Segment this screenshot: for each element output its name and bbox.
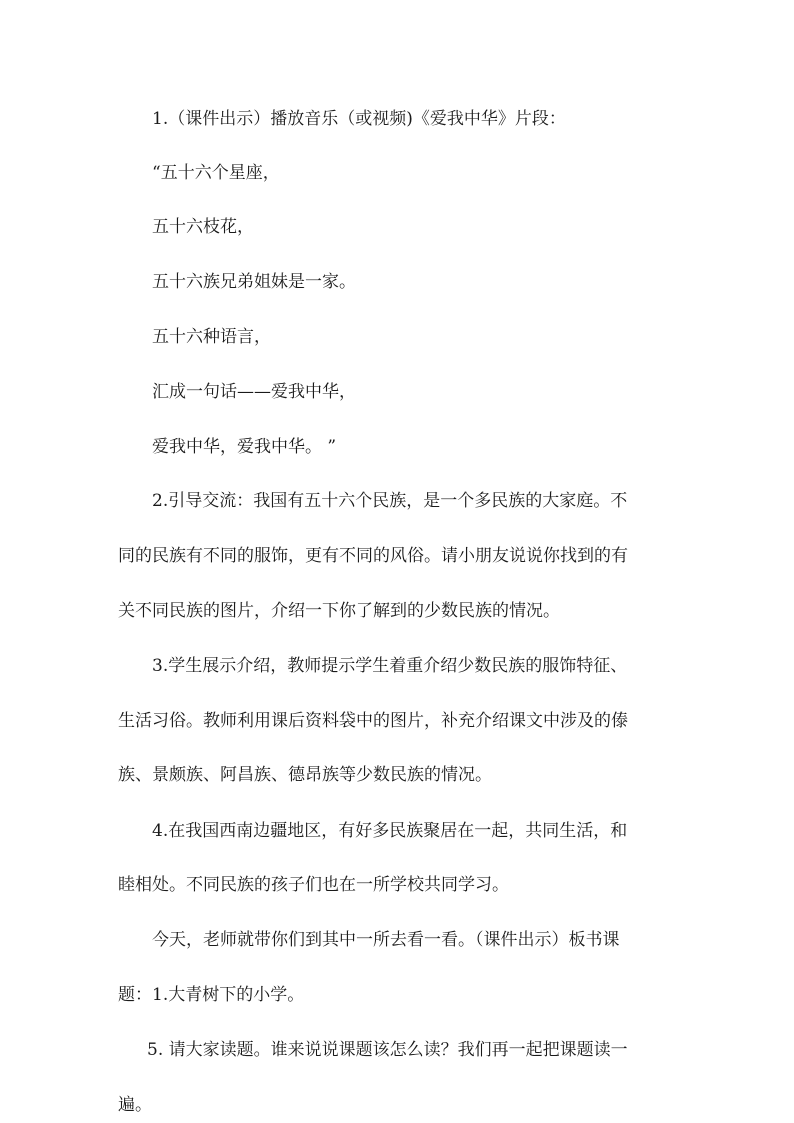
line-2: “五十六个星座， [152,163,280,183]
line-5: 五十六种语言， [152,327,271,347]
line-14: 4.在我国西南边疆地区，有好多民族聚居在一起，共同生活，和 [152,821,628,841]
line-15: 睦相处。不同民族的孩子们也在一所学校共同学习。 [118,875,509,895]
line-4: 五十六族兄弟姐妹是一家。 [152,272,356,292]
line-1: 1.（课件出示）播放音乐（或视频)《爱我中华》片段： [152,109,566,129]
line-9: 同的民族有不同的服饰，更有不同的风俗。请小朋友说说你找到的有 [118,546,628,566]
line-6: 汇成一句话——爱我中华， [152,382,356,402]
line-12: 生活习俗。教师利用课后资料袋中的图片，补充介绍课文中涉及的傣 [118,711,628,731]
line-13: 族、景颇族、阿昌族、德昂族等少数民族的情况。 [118,765,492,785]
line-10: 关不同民族的图片，介绍一下你了解到的少数民族的情况。 [118,601,560,621]
line-18: 5. 请大家读题。谁来说说课题该怎么读？我们再一起把课题读一 [147,1040,628,1060]
line-7: 爱我中华，爱我中华。 ” [152,437,337,457]
line-11: 3.学生展示介绍，教师提示学生着重介绍少数民族的服饰特征、 [152,656,628,676]
line-16: 今天，老师就带你们到其中一所去看一看。（课件出示）板书课 [152,930,620,950]
line-19: 遍。 [118,1095,152,1115]
line-3: 五十六枝花， [152,217,254,237]
line-8: 2.引导交流：我国有五十六个民族，是一个多民族的大家庭。不 [152,491,628,511]
line-17: 题：1.大青树下的小学。 [118,985,305,1005]
